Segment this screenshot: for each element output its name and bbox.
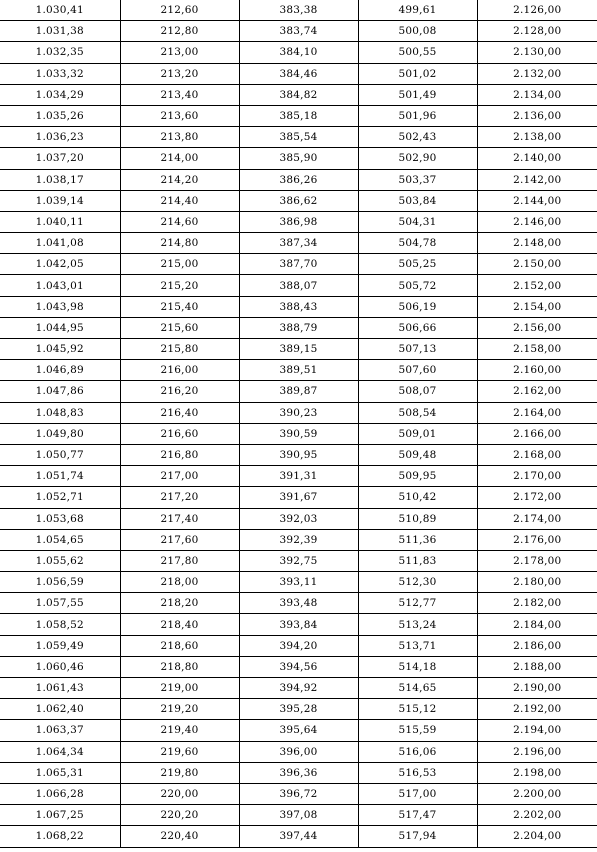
- table-cell: 1.055,62: [0, 550, 120, 571]
- table-cell: 390,23: [239, 402, 358, 423]
- table-cell: 2.148,00: [477, 233, 597, 254]
- table-cell: 1.043,01: [0, 275, 120, 296]
- table-cell: 2.198,00: [477, 762, 597, 783]
- table-cell: 2.162,00: [477, 381, 597, 402]
- table-cell: 1.036,23: [0, 127, 120, 148]
- table-cell: 1.041,08: [0, 233, 120, 254]
- table-cell: 501,02: [358, 63, 477, 84]
- table-cell: 386,62: [239, 190, 358, 211]
- table-cell: 509,48: [358, 444, 477, 465]
- table-cell: 393,84: [239, 614, 358, 635]
- table-cell: 1.063,37: [0, 720, 120, 741]
- table-cell: 1.040,11: [0, 211, 120, 232]
- table-cell: 213,00: [120, 42, 239, 63]
- table-cell: 1.067,25: [0, 805, 120, 826]
- table-row: [0, 63, 597, 84]
- table-cell: 383,74: [239, 21, 358, 42]
- table-cell: 1.053,68: [0, 508, 120, 529]
- table-cell: 217,20: [120, 487, 239, 508]
- table-cell: 2.202,00: [477, 805, 597, 826]
- table-cell: 391,31: [239, 466, 358, 487]
- table-cell: 396,00: [239, 741, 358, 762]
- table-row: [0, 529, 597, 550]
- table-cell: 515,12: [358, 699, 477, 720]
- table-cell: 2.128,00: [477, 21, 597, 42]
- table-cell: 499,61: [358, 0, 477, 21]
- table-cell: 2.136,00: [477, 105, 597, 126]
- table-cell: 389,87: [239, 381, 358, 402]
- table-cell: 220,20: [120, 805, 239, 826]
- table-cell: 1.052,71: [0, 487, 120, 508]
- table-cell: 214,80: [120, 233, 239, 254]
- table-cell: 1.059,49: [0, 635, 120, 656]
- table-cell: 504,78: [358, 233, 477, 254]
- table-cell: 511,36: [358, 529, 477, 550]
- table-cell: 2.144,00: [477, 190, 597, 211]
- table-cell: 1.045,92: [0, 339, 120, 360]
- table-cell: 509,01: [358, 423, 477, 444]
- table-cell: 1.033,32: [0, 63, 120, 84]
- table-cell: 2.146,00: [477, 211, 597, 232]
- table-cell: 508,54: [358, 402, 477, 423]
- table-row: [0, 550, 597, 571]
- table-cell: 503,37: [358, 169, 477, 190]
- table-cell: 517,47: [358, 805, 477, 826]
- table-cell: 2.178,00: [477, 550, 597, 571]
- table-cell: 218,20: [120, 593, 239, 614]
- table-cell: 384,46: [239, 63, 358, 84]
- table-cell: 384,82: [239, 84, 358, 105]
- table-cell: 387,70: [239, 254, 358, 275]
- table-cell: 2.132,00: [477, 63, 597, 84]
- table-row: [0, 339, 597, 360]
- table-cell: 2.156,00: [477, 317, 597, 338]
- table-cell: 1.046,89: [0, 360, 120, 381]
- table-cell: 395,64: [239, 720, 358, 741]
- table-cell: 385,54: [239, 127, 358, 148]
- table-cell: 394,92: [239, 678, 358, 699]
- table-cell: 215,40: [120, 296, 239, 317]
- table-cell: 397,08: [239, 805, 358, 826]
- table-row: [0, 508, 597, 529]
- table-cell: 214,60: [120, 211, 239, 232]
- table-cell: 215,00: [120, 254, 239, 275]
- table-cell: 1.039,14: [0, 190, 120, 211]
- table-cell: 1.066,28: [0, 783, 120, 804]
- table-row: [0, 466, 597, 487]
- table-cell: 2.180,00: [477, 572, 597, 593]
- table-row: [0, 275, 597, 296]
- table-row: [0, 572, 597, 593]
- table-cell: 1.038,17: [0, 169, 120, 190]
- table-cell: 1.065,31: [0, 762, 120, 783]
- table-cell: 396,72: [239, 783, 358, 804]
- table-cell: 388,79: [239, 317, 358, 338]
- table-cell: 2.160,00: [477, 360, 597, 381]
- table-cell: 501,96: [358, 105, 477, 126]
- table-row: [0, 296, 597, 317]
- table-cell: 217,80: [120, 550, 239, 571]
- table-cell: 2.150,00: [477, 254, 597, 275]
- table-cell: 503,84: [358, 190, 477, 211]
- table-cell: 219,60: [120, 741, 239, 762]
- table-cell: 516,06: [358, 741, 477, 762]
- table-cell: 1.056,59: [0, 572, 120, 593]
- table-row: [0, 699, 597, 720]
- table-cell: 391,67: [239, 487, 358, 508]
- table-cell: 218,00: [120, 572, 239, 593]
- table-cell: 393,11: [239, 572, 358, 593]
- table-cell: 217,60: [120, 529, 239, 550]
- table-row: [0, 127, 597, 148]
- table-cell: 1.032,35: [0, 42, 120, 63]
- table-cell: 1.042,05: [0, 254, 120, 275]
- table-cell: 213,60: [120, 105, 239, 126]
- table-cell: 500,08: [358, 21, 477, 42]
- table-cell: 213,20: [120, 63, 239, 84]
- table-cell: 512,30: [358, 572, 477, 593]
- table-row: [0, 762, 597, 783]
- table-cell: 218,40: [120, 614, 239, 635]
- table-cell: 394,20: [239, 635, 358, 656]
- table-cell: 502,43: [358, 127, 477, 148]
- table-cell: 502,90: [358, 148, 477, 169]
- table-cell: 2.166,00: [477, 423, 597, 444]
- table-cell: 2.174,00: [477, 508, 597, 529]
- table-cell: 216,00: [120, 360, 239, 381]
- table-cell: 1.048,83: [0, 402, 120, 423]
- table-cell: 507,60: [358, 360, 477, 381]
- table-row: [0, 0, 597, 21]
- table-cell: 217,40: [120, 508, 239, 529]
- table-row: [0, 42, 597, 63]
- table-cell: 384,10: [239, 42, 358, 63]
- table-cell: 215,20: [120, 275, 239, 296]
- table-cell: 1.060,46: [0, 656, 120, 677]
- table-cell: 218,80: [120, 656, 239, 677]
- table-row: [0, 148, 597, 169]
- table-cell: 219,20: [120, 699, 239, 720]
- table-cell: 217,00: [120, 466, 239, 487]
- table-row: [0, 105, 597, 126]
- table-cell: 392,03: [239, 508, 358, 529]
- table-cell: 213,40: [120, 84, 239, 105]
- table-cell: 389,51: [239, 360, 358, 381]
- table-row: [0, 233, 597, 254]
- table-cell: 219,00: [120, 678, 239, 699]
- table-cell: 390,59: [239, 423, 358, 444]
- table-cell: 1.068,22: [0, 826, 120, 847]
- table-row: [0, 402, 597, 423]
- table-row: [0, 678, 597, 699]
- table-row: [0, 211, 597, 232]
- table-cell: 1.034,29: [0, 84, 120, 105]
- table-cell: 2.140,00: [477, 148, 597, 169]
- table-cell: 2.172,00: [477, 487, 597, 508]
- table-cell: 385,18: [239, 105, 358, 126]
- table-cell: 2.154,00: [477, 296, 597, 317]
- table-cell: 388,43: [239, 296, 358, 317]
- table-cell: 397,44: [239, 826, 358, 847]
- table-cell: 216,20: [120, 381, 239, 402]
- table-cell: 508,07: [358, 381, 477, 402]
- table-cell: 220,00: [120, 783, 239, 804]
- table-cell: 513,71: [358, 635, 477, 656]
- table-row: [0, 783, 597, 804]
- table-cell: 393,48: [239, 593, 358, 614]
- table-cell: 504,31: [358, 211, 477, 232]
- table-cell: 505,25: [358, 254, 477, 275]
- table-cell: 2.176,00: [477, 529, 597, 550]
- table-cell: 390,95: [239, 444, 358, 465]
- table-cell: 510,89: [358, 508, 477, 529]
- table-cell: 387,34: [239, 233, 358, 254]
- table-cell: 1.049,80: [0, 423, 120, 444]
- table-cell: 2.200,00: [477, 783, 597, 804]
- table-cell: 1.054,65: [0, 529, 120, 550]
- table-cell: 1.064,34: [0, 741, 120, 762]
- table-cell: 509,95: [358, 466, 477, 487]
- table-cell: 214,40: [120, 190, 239, 211]
- table-cell: 501,49: [358, 84, 477, 105]
- table-cell: 2.152,00: [477, 275, 597, 296]
- table-cell: 215,80: [120, 339, 239, 360]
- table-cell: 2.182,00: [477, 593, 597, 614]
- table-cell: 1.037,20: [0, 148, 120, 169]
- table-row: [0, 317, 597, 338]
- table-cell: 2.164,00: [477, 402, 597, 423]
- table-row: [0, 84, 597, 105]
- table-cell: 394,56: [239, 656, 358, 677]
- table-cell: 2.134,00: [477, 84, 597, 105]
- table-cell: 220,40: [120, 826, 239, 847]
- table-cell: 386,98: [239, 211, 358, 232]
- table-cell: 2.194,00: [477, 720, 597, 741]
- table-cell: 2.184,00: [477, 614, 597, 635]
- table-row: [0, 169, 597, 190]
- table-cell: 218,60: [120, 635, 239, 656]
- table-cell: 2.130,00: [477, 42, 597, 63]
- table-row: [0, 593, 597, 614]
- table-row: [0, 741, 597, 762]
- table-row: [0, 423, 597, 444]
- table-cell: 1.044,95: [0, 317, 120, 338]
- table-cell: 2.188,00: [477, 656, 597, 677]
- table-cell: 389,15: [239, 339, 358, 360]
- table-cell: 392,39: [239, 529, 358, 550]
- table-cell: 517,94: [358, 826, 477, 847]
- table-cell: 511,83: [358, 550, 477, 571]
- table-cell: 216,40: [120, 402, 239, 423]
- table-cell: 514,65: [358, 678, 477, 699]
- table-cell: 2.126,00: [477, 0, 597, 21]
- table-cell: 395,28: [239, 699, 358, 720]
- table-row: [0, 487, 597, 508]
- table-cell: 1.062,40: [0, 699, 120, 720]
- table-cell: 505,72: [358, 275, 477, 296]
- table-cell: 500,55: [358, 42, 477, 63]
- table-row: [0, 21, 597, 42]
- table-row: [0, 190, 597, 211]
- table-cell: 2.190,00: [477, 678, 597, 699]
- table-cell: 219,40: [120, 720, 239, 741]
- table-row: [0, 381, 597, 402]
- table-cell: 385,90: [239, 148, 358, 169]
- table-cell: 512,77: [358, 593, 477, 614]
- table-cell: 212,80: [120, 21, 239, 42]
- table-row: [0, 805, 597, 826]
- table-row: [0, 656, 597, 677]
- table-cell: 1.043,98: [0, 296, 120, 317]
- table-cell: 2.192,00: [477, 699, 597, 720]
- table-cell: 2.168,00: [477, 444, 597, 465]
- table-cell: 2.170,00: [477, 466, 597, 487]
- table-cell: 2.186,00: [477, 635, 597, 656]
- table-row: [0, 444, 597, 465]
- table-row: [0, 360, 597, 381]
- table-cell: 1.035,26: [0, 105, 120, 126]
- table-cell: 396,36: [239, 762, 358, 783]
- table-cell: 510,42: [358, 487, 477, 508]
- table-row: [0, 614, 597, 635]
- table-cell: 388,07: [239, 275, 358, 296]
- table-cell: 2.204,00: [477, 826, 597, 847]
- table-cell: 2.142,00: [477, 169, 597, 190]
- table-cell: 506,19: [358, 296, 477, 317]
- table-cell: 2.158,00: [477, 339, 597, 360]
- table-cell: 219,80: [120, 762, 239, 783]
- table-cell: 216,60: [120, 423, 239, 444]
- table-cell: 1.051,74: [0, 466, 120, 487]
- table-cell: 392,75: [239, 550, 358, 571]
- table-cell: 215,60: [120, 317, 239, 338]
- table-cell: 2.138,00: [477, 127, 597, 148]
- table-cell: 214,00: [120, 148, 239, 169]
- table-cell: 1.030,41: [0, 0, 120, 21]
- table-cell: 2.196,00: [477, 741, 597, 762]
- table-cell: 513,24: [358, 614, 477, 635]
- table-row: [0, 635, 597, 656]
- table-row: [0, 826, 597, 847]
- table-cell: 216,80: [120, 444, 239, 465]
- table-cell: 1.031,38: [0, 21, 120, 42]
- table-cell: 386,26: [239, 169, 358, 190]
- table-cell: 515,59: [358, 720, 477, 741]
- table-cell: 507,13: [358, 339, 477, 360]
- table-cell: 514,18: [358, 656, 477, 677]
- table-cell: 517,00: [358, 783, 477, 804]
- table-cell: 506,66: [358, 317, 477, 338]
- table-cell: 1.061,43: [0, 678, 120, 699]
- table-cell: 1.050,77: [0, 444, 120, 465]
- table-row: [0, 720, 597, 741]
- table-cell: 212,60: [120, 0, 239, 21]
- table-cell: 1.047,86: [0, 381, 120, 402]
- table-cell: 1.058,52: [0, 614, 120, 635]
- table-cell: 516,53: [358, 762, 477, 783]
- table-row: [0, 254, 597, 275]
- table-cell: 214,20: [120, 169, 239, 190]
- table-cell: 383,38: [239, 0, 358, 21]
- table-cell: 1.057,55: [0, 593, 120, 614]
- table-cell: 213,80: [120, 127, 239, 148]
